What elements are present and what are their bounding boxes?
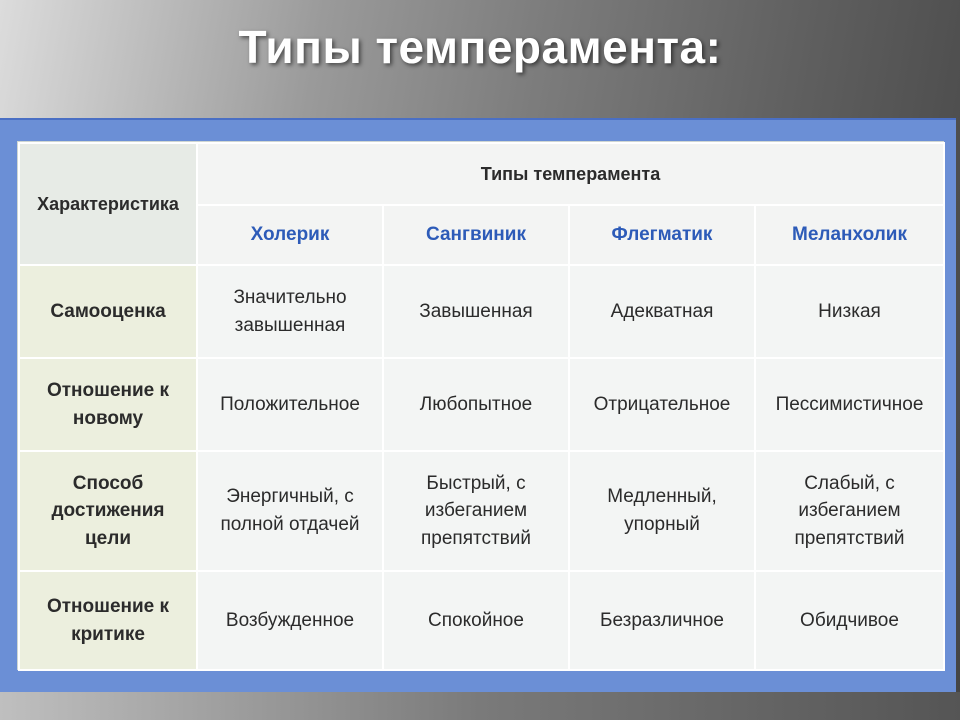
type-header-melancholic: Меланхолик <box>755 205 944 265</box>
table-cell: Завышенная <box>383 265 569 358</box>
table-cell: Положительное <box>197 358 383 451</box>
table-cell: Энергичный, с полной отдачей <box>197 451 383 571</box>
table-row <box>19 571 944 670</box>
row-label-attitude-to-criticism: Отношение к критике <box>19 571 197 670</box>
table-cell: Быстрый, с избеганием препятствий <box>383 451 569 571</box>
characteristic-header: Характеристика <box>19 143 197 265</box>
table-row <box>19 265 944 358</box>
table-cell: Адекватная <box>569 265 755 358</box>
type-header-choleric: Холерик <box>197 205 383 265</box>
table-cell: Значительно завышенная <box>197 265 383 358</box>
slide-title: Типы темперамента: <box>238 21 722 73</box>
row-label-attitude-to-new: Отношение к новому <box>19 358 197 451</box>
row-label-self-esteem: Самооценка <box>19 265 197 358</box>
table-row <box>19 451 944 571</box>
table-cell: Пессимистичное <box>755 358 944 451</box>
type-header-sanguine: Сангвиник <box>383 205 569 265</box>
table-cell: Безразличное <box>569 571 755 670</box>
table-cell: Обидчивое <box>755 571 944 670</box>
table-cell: Спокойное <box>383 571 569 670</box>
type-header-phlegmatic: Флегматик <box>569 205 755 265</box>
table-row <box>19 358 944 451</box>
bottom-bar <box>0 692 960 720</box>
types-header: Типы темперамента <box>197 143 944 205</box>
table-cell: Низкая <box>755 265 944 358</box>
table-cell: Возбужденное <box>197 571 383 670</box>
row-label-goal-method: Способ достижения цели <box>19 451 197 571</box>
table-cell: Любопытное <box>383 358 569 451</box>
table-cell: Отрицательное <box>569 358 755 451</box>
table-cell: Слабый, с избеганием препятствий <box>755 451 944 571</box>
temperament-table <box>18 142 945 671</box>
table-cell: Медленный, упорный <box>569 451 755 571</box>
